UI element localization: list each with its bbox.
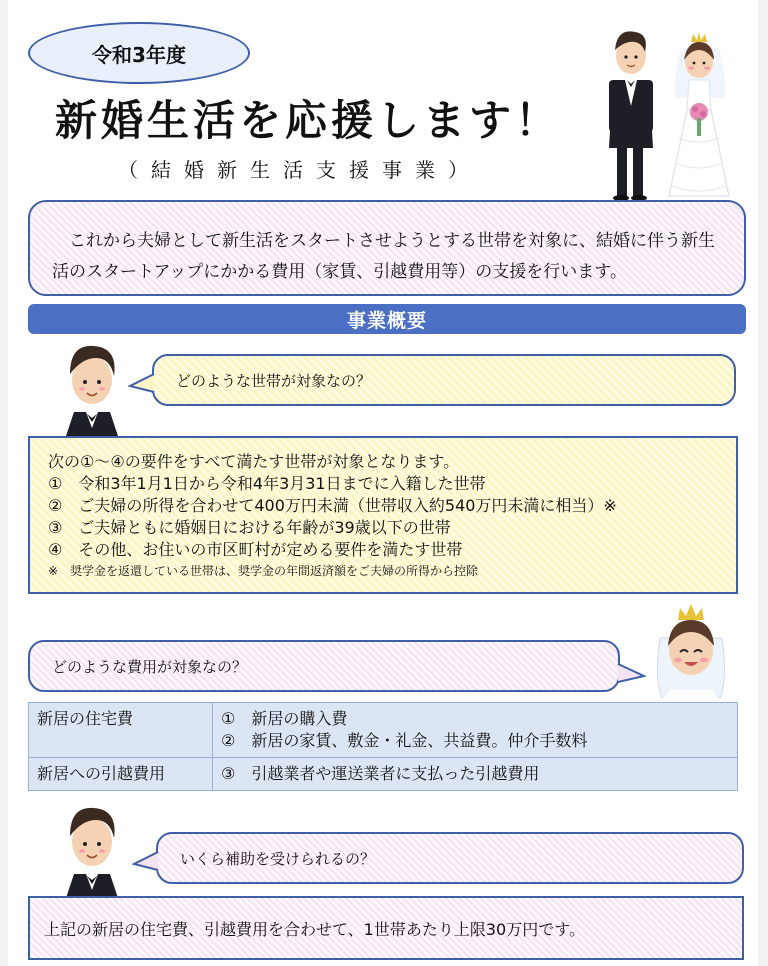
cost-item: ② 新居の家賃、敷金・礼金、共益費。仲介手数料 — [221, 731, 588, 750]
subsidy-amount-box: 上記の新居の住宅費、引越費用を合わせて、1世帯あたり上限30万円です。 — [28, 896, 744, 960]
section-header: 事業概要 — [28, 304, 746, 334]
groom-avatar-icon — [60, 336, 124, 436]
question-bubble-3: いくら補助を受けられるの？ — [156, 832, 744, 884]
bride-avatar-icon — [648, 598, 734, 698]
requirements-note: ※ 奨学金を返還している世帯は、奨学金の年間返済額をご夫婦の所得から控除 — [48, 564, 479, 578]
requirement-item: ③ ご夫婦ともに婚姻日における年齢が39歳以下の世帯 — [48, 518, 451, 537]
requirement-item: ④ その他、お住いの市区町村が定める要件を満たす世帯 — [48, 540, 463, 559]
bubble-tail-icon — [132, 850, 160, 874]
table-row — [29, 758, 738, 791]
wedding-couple-icon — [595, 18, 735, 203]
cost-item: ① 新居の購入費 — [221, 709, 348, 728]
requirements-lead: 次の①～④の要件をすべて満たす世帯が対象となります。 — [48, 452, 460, 471]
bubble-tail-icon — [616, 662, 646, 686]
requirement-item: ① 令和3年1月1日から令和4年3月31日までに入籍した世帯 — [48, 474, 486, 493]
groom-avatar-icon — [60, 798, 124, 898]
cost-category: 新居の住宅費 — [29, 703, 213, 758]
requirements-box — [28, 436, 738, 594]
groom-illustration — [609, 31, 653, 201]
bubble-tail-icon — [128, 372, 156, 396]
page-title: 新婚生活を応援します！ — [55, 96, 562, 145]
question-bubble-1: どのような世帯が対象なの？ — [152, 354, 736, 406]
requirement-item: ② ご夫婦の所得を合わせて400万円未満（世帯収入約540万円未満に相当）※ — [48, 496, 617, 515]
cost-items — [213, 703, 738, 758]
cost-items — [213, 758, 738, 791]
cost-table — [28, 702, 738, 791]
year-badge: 令和3年度 — [28, 22, 250, 84]
table-row — [29, 703, 738, 758]
cost-category: 新居への引越費用 — [29, 758, 213, 791]
bride-illustration — [669, 32, 729, 196]
question-bubble-2: どのような費用が対象なの？ — [28, 640, 620, 692]
intro-box: これから夫婦として新生活をスタートさせようとする世帯を対象に、結婚に伴う新生活のスタートアップにかかる費用（家賃、引越費用等）の支援を行います。 — [28, 200, 746, 296]
cost-item: ③ 引越業者や運送業者に支払った引越費用 — [221, 764, 540, 783]
page-subtitle: （結婚新生活支援事業） — [118, 158, 481, 182]
